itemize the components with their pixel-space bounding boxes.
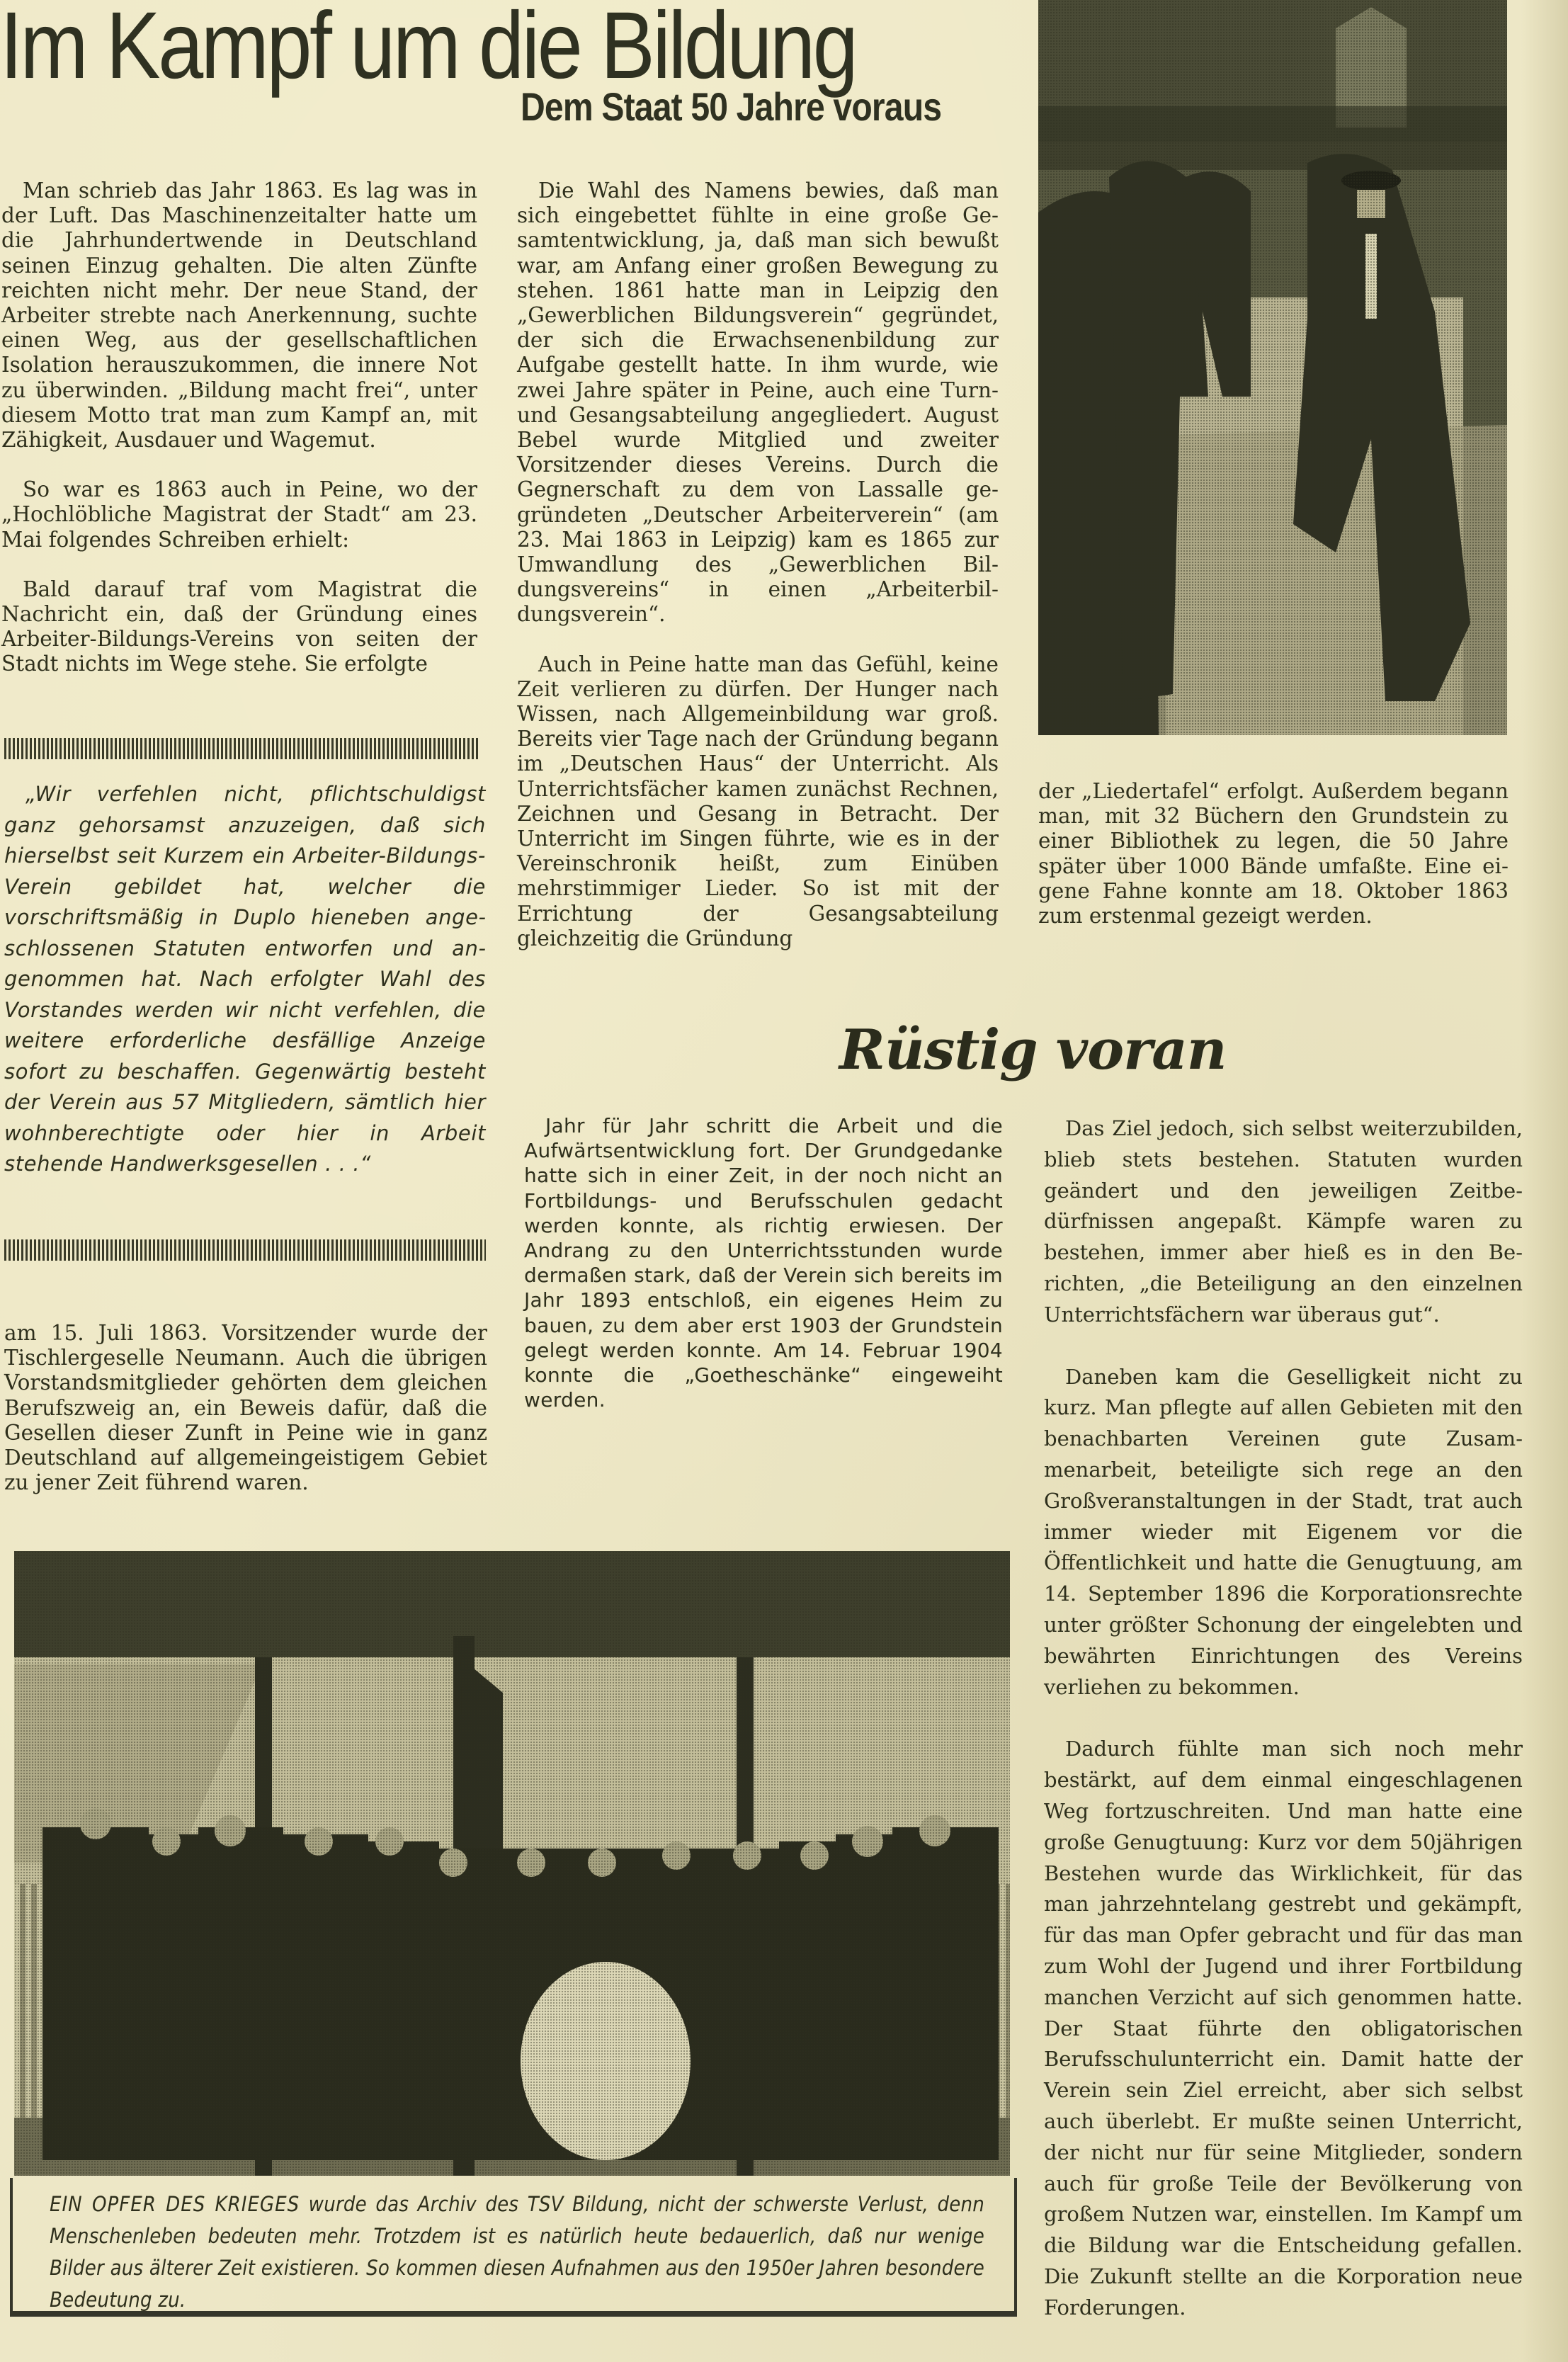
caption-text: wurde das Archiv des TSV Bildung, nicht der schwerste Verlust, denn Menschenleben bedeuten mehr. Trotzdem ist es natürlich heute bedauerlich, daß nur wenige Bilder aus älterer Zeit existieren. So kommen diesen Aufnahmen aus den 1950er Jahren besondere Bedeutung zu.	[50, 2192, 984, 2312]
quote-text: „Wir verfehlen nicht, pflichtschuldigst ganz gehorsamst anzuzeigen, daß sich hierselbst seit Kurzem ein Arbeiter-Bildungs-Verein gebildet hat, welcher die vorschriftsmäßig in Duplo hieneben angeschlossenen Statuten entworfen und angenommen hat. Nach erfolgter Wahl des Vorstandes werden wir nicht verfehlen, die weitere erforderliche desfällige Anzeige sofort zu beschaffen. Gegenwärtig besteht der Verein aus 57 Mitgliedern, sämtlich hier wohnberechtigte oder hier in Arbeit stehende Handwerksgesellen . . .“	[4, 782, 486, 1176]
parade-photo	[1038, 0, 1507, 735]
column-3-top	[1038, 779, 1509, 929]
magistrate-letter-quote	[4, 779, 486, 1180]
column-1-top	[1, 178, 477, 677]
section-heading-ruestig-voran: Rüstig voran	[839, 1018, 1227, 1082]
column-1-bottom	[4, 1321, 487, 1495]
caption-lead: EIN OPFER DES KRIEGES	[50, 2192, 300, 2216]
section-2-column-middle	[524, 1113, 1003, 1412]
paragraph: Man schrieb das Jahr 1863. Es lag was in der Luft. Das Maschinenzeitalter hatte um die Jahrhundertwende in Deutschland seinen Einzug gehalten. Die alten Zünfte reichten nicht mehr. Der neue Stand, der Arbeiter strebte nach Anerkennung, suchte einen Weg, aus der gesellschaftlichen Isolation herauszukommen, die innere Not zu überwinden. „Bildung macht frei“, unter diesem Motto trat man zum Kampf an, mit Zähigkeit, Ausdauer und Wagemut.	[1, 178, 477, 453]
photo-caption	[50, 2188, 984, 2316]
paragraph: der „Liedertafel“ erfolgt. Außerdem begann man, mit 32 Büchern den Grundstein zu einer Bibliothek zu legen, die 50 Jahre später über 1000 Bände umfaßte. Eine eigene Fahne konnte am 18. Oktober 1863 zum erstenmal gezeigt werden.	[1038, 779, 1509, 929]
separator-rule-top	[4, 738, 480, 759]
paragraph: am 15. Juli 1863. Vorsitzender wurde der Tischlergeselle Neumann. Auch die übrigen Vorstandsmitglieder gehörten dem gleichen Berufszweig an, ein Beweis dafür, daß die Gesellen dieser Zunft in Peine wie in ganz Deutschland auf allgemeingeistigem Gebiet zu jener Zeit führend waren.	[4, 1321, 487, 1495]
paragraph: Bald darauf traf vom Magistrat die Nachricht ein, daß der Gründung eines Arbeiter-Bildungs-Vereins von seiten der Stadt nichts im Wege stehe. Sie erfolgte	[1, 577, 477, 676]
paragraph: Jahr für Jahr schritt die Arbeit und die Aufwärtsentwicklung fort. Der Grundgedanke hatte sich in einer Zeit, in der noch nicht an Fortbildungs- und Berufsschulen gedacht werden konnte, als richtig erwiesen. Der Andrang zu den Unterrichtsstunden wurde dermaßen stark, daß der Verein sich bereits im Jahr 1893 entschloß, ein eigenes Heim zu bauen, zu dem aber erst 1903 der Grundstein gelegt werden konnte. Am 14. Februar 1904 konnte die „Goetheschänke“ eingeweiht werden.	[524, 1114, 1003, 1412]
article-headline: Im Kampf um die Bildung	[0, 0, 856, 98]
paragraph: So war es 1863 auch in Peine, wo der „Hochlöbliche Magistrat der Stadt“ am 23. Mai folgendes Schreiben erhielt:	[1, 477, 477, 552]
column-2	[517, 178, 999, 951]
paragraph: Daneben kam die Geselligkeit nicht zu kurz. Man pflegte auf allen Gebieten mit den benachbarten Vereinen gute Zusammenarbeit, beteiligte sich rege an den Großveranstaltungen in der Stadt, trat auch immer wieder mit Eigenem vor die Öffentlichkeit und hatte die Genugtuung, am 14. September 1896 die Korporationsrechte unter größter Schonung der eingelebten und bewährten Einrichtungen des Vereins verliehen zu bekommen.	[1044, 1364, 1523, 1699]
section-2-column-right	[1044, 1113, 1523, 2323]
paragraph: Auch in Peine hatte man das Gefühl, keine Zeit verlieren zu dürfen. Der Hunger nach Wissen, nach Allgemeinbildung war groß. Bereits vier Tage nach der Gründung begann im „Deutschen Haus“ der Unterricht. Als Unterrichtsfächer kamen zunächst Rechnen, Zeichnen und Gesang in Betracht. Der Unterricht im Singen führte, wie es in der Vereinschronik heißt, zum Einüben mehrstimmiger Lieder. So ist mit der Errichtung der Gesangsabteilung gleichzeitig die Gründung	[517, 652, 999, 950]
group-photo-band	[14, 1551, 1010, 2176]
paragraph: Die Wahl des Namens bewies, daß man sich eingebettet fühlte in eine große Gesamtentwicklung, ja, daß man sich bewußt war, am Anfang einer großen Bewegung zu stehen. 1861 hatte man in Leipzig den „Gewerblichen Bildungsverein“ gegründet, der sich die Erwachsenenbildung zur Aufgabe gestellt hatte. In ihm wurde, wie zwei Jahre später in Peine, auch eine Turn- und Gesangsabteilung angegliedert. August Bebel wurde Mitglied und zweiter Vorsitzender dieses Vereins. Durch die Gegnerschaft zu dem von Lassalle gegründeten „Deutscher Arbeiterverein“ (am 23. Mai 1863 in Leipzig) kam es 1865 zur Umwandlung des „Gewerblichen Bildungsvereins“ in einen „Arbeiterbildungsverein“.	[517, 178, 999, 627]
paragraph: Dadurch fühlte man sich noch mehr bestärkt, auf dem einmal eingeschlagenen Weg fortzuschreiten. Und man hatte eine große Genugtuung: Kurz vor dem 50jährigen Bestehen wurde das Wirklichkeit, für das man jahrzehntelang gestrebt und gekämpft, für das man Opfer gebracht und für das man zum Wohl der Jugend und ihrer Fortbildung manchen Verzicht auf sich genommen hatte. Der Staat führte den obligatorischen Berufsschulunterricht ein. Damit hatte der Verein sein Ziel erreicht, aber sich selbst auch überlebt. Er mußte seinen Unterricht, der nicht nur für seine Mitglieder, sondern auch für große Teile der Bevölkerung von großem Nutzen war, einstellen. Im Kampf um die Bildung war die Entscheidung gefallen. Die Zukunft stellte an die Korporation neue Forderungen.	[1044, 1737, 1523, 2320]
paragraph: Das Ziel jedoch, sich selbst weiterzubilden, blieb stets bestehen. Statuten wurden geändert und den jeweiligen Zeitbedürfnissen angepaßt. Kämpfe waren zu bestehen, immer aber hieß es in den Berichten, „die Beteiligung an den einzelnen Unterrichtsfächern war überaus gut“.	[1044, 1116, 1523, 1327]
article-subheadline: Dem Staat 50 Jahre voraus	[521, 84, 942, 129]
separator-rule-bottom	[4, 1239, 486, 1261]
